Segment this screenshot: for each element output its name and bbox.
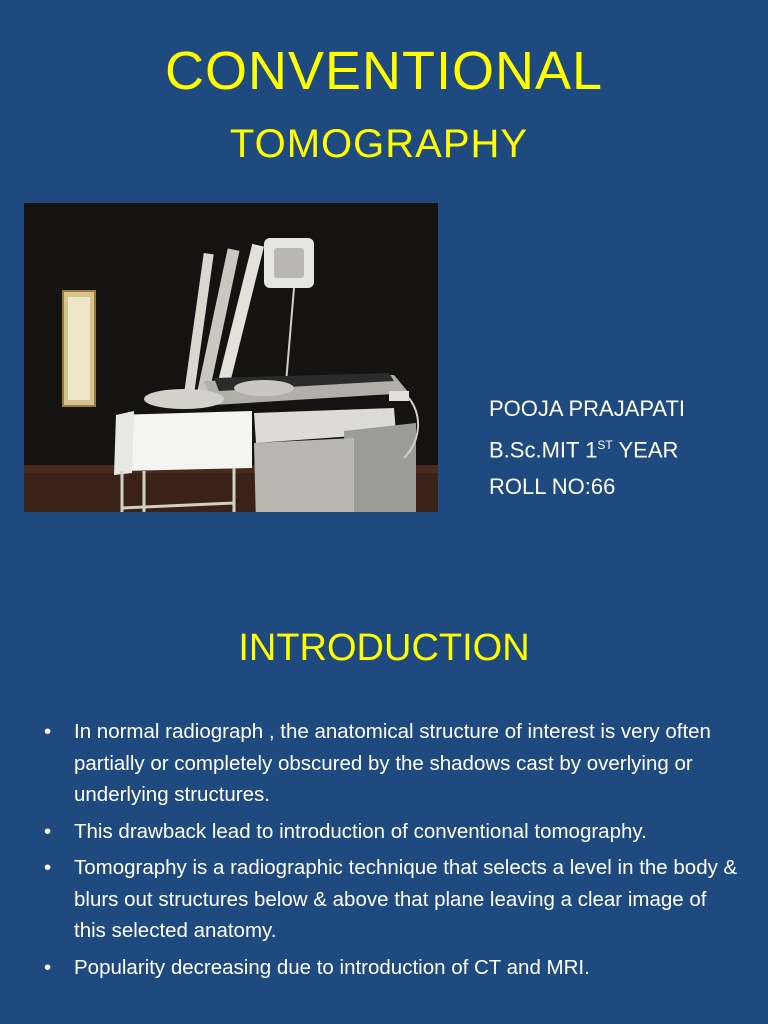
bullet-item [44, 852, 744, 947]
introduction-heading: INTRODUCTION [238, 627, 530, 669]
author-name: POOJA PRAJAPATI [489, 396, 686, 421]
bullet-icon: • [44, 856, 52, 879]
bullet-text: Popularity decreasing due to introduction of CT and MRI. [74, 955, 590, 979]
slide-subtitle: TOMOGRAPHY [229, 122, 529, 166]
bullet-icon: • [44, 819, 52, 843]
bullet-item [44, 952, 744, 984]
course-superscript: ST [597, 438, 613, 452]
slide-title-heading: CONVENTIONAL [164, 41, 604, 101]
bullet-text: This drawback lead to introduction of conventional tomography. [74, 819, 647, 843]
bullet-list [44, 716, 744, 988]
bullet-text: Tomography is a radiographic technique that selects a level in the body & blurs out structures below & above that plane leaving a clear image of this selected anatomy. [74, 856, 738, 942]
author-block [489, 390, 685, 505]
bullet-text: In normal radiograph , the anatomical structure of interest is very often partially or completely obscured by the shadows cast by overlying or underlying structures. [74, 720, 711, 806]
tomography-machine-photo [24, 203, 438, 545]
bullet-icon: • [44, 955, 52, 979]
author-roll-number: ROLL NO:66 [489, 474, 616, 500]
bullet-item [44, 816, 744, 848]
author-course [489, 427, 685, 468]
bullet-item [44, 716, 744, 811]
course-suffix: YEAR [612, 437, 679, 463]
slide-introduction [0, 512, 768, 1024]
bullet-icon: • [44, 720, 52, 743]
course-prefix: B.Sc.MIT 1 [489, 437, 598, 463]
